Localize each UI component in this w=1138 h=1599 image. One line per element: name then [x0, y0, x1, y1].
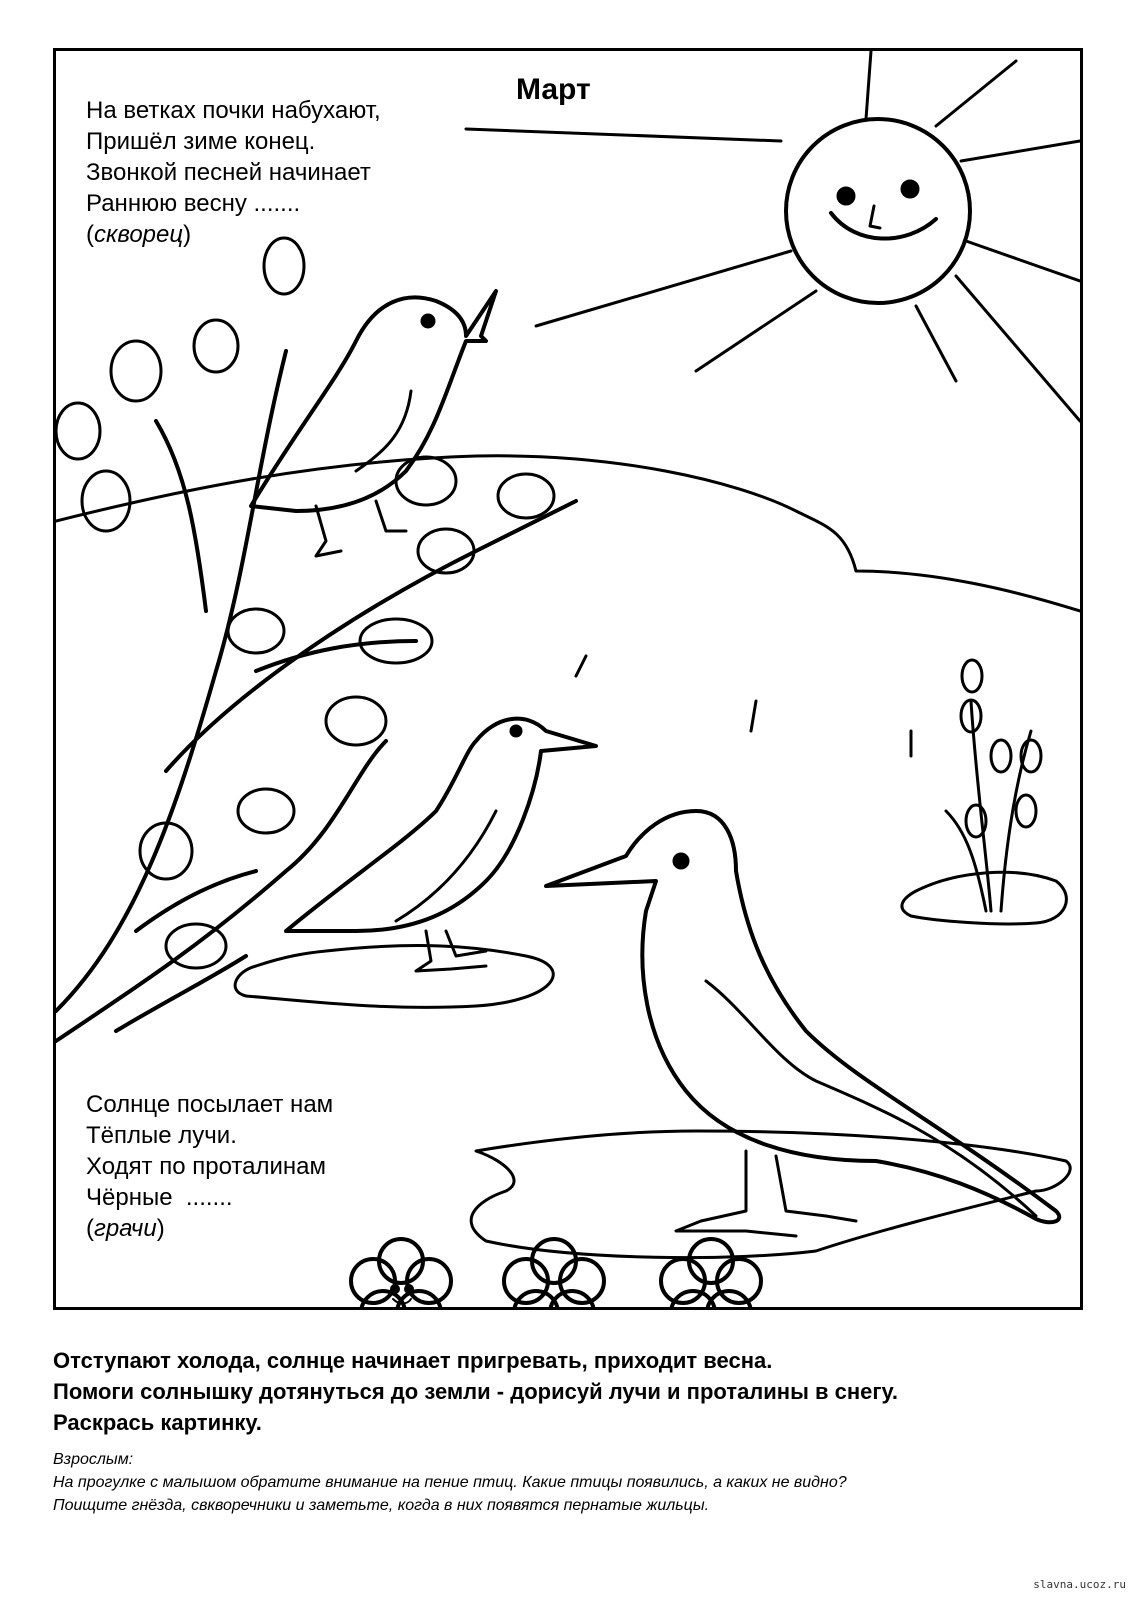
poem-line: На ветках почки набухают,	[86, 97, 381, 124]
task-line: Помоги солнышку дотянуться до земли - дорисуй лучи и проталины в снегу.	[53, 1379, 898, 1404]
adults-heading: Взрослым:	[53, 1451, 134, 1468]
poem-line: Чёрные .......	[86, 1184, 233, 1211]
answer-word: скворец	[94, 221, 184, 248]
paren-close: )	[183, 221, 192, 248]
starling-bird	[251, 291, 496, 556]
answer-word: грачи	[94, 1215, 157, 1242]
poem-top	[86, 95, 381, 250]
adults-line: На прогулке с малышом обратите внимание на пение птиц. Какие птицы появились, а каких не видно?	[53, 1474, 847, 1491]
poem-answer	[86, 219, 381, 250]
poem-line: Пришёл зиме конец.	[86, 128, 316, 155]
watermark: slavna.ucoz.ru	[1033, 1578, 1126, 1591]
poem-line: Тёплые лучи.	[86, 1122, 237, 1149]
paren-open: (	[86, 1215, 94, 1242]
small-rook-bird	[286, 719, 596, 971]
adults-line: Поищите гнёзда, свкворечники и заметьте, когда в них появятся пернатые жильцы.	[53, 1497, 710, 1514]
puddle-left	[235, 946, 553, 1008]
poem-line: Ходят по проталинам	[86, 1153, 326, 1180]
adults-note	[53, 1448, 1113, 1517]
poem-line: Солнце посылает нам	[86, 1091, 334, 1118]
task-line: Отступают холода, солнце начинает пригревать, приходит весна.	[53, 1348, 773, 1373]
snow-hill	[56, 456, 1080, 611]
coloring-frame	[53, 48, 1083, 1310]
big-rook-bird	[546, 811, 1059, 1236]
willow-branch	[56, 238, 576, 1041]
poem-bottom	[86, 1089, 333, 1244]
paren-open: (	[86, 221, 94, 248]
poem-answer	[86, 1213, 333, 1244]
flower-icons	[351, 1239, 761, 1307]
task-instructions	[53, 1345, 1113, 1438]
page-title: Март	[516, 73, 591, 106]
poem-line: Раннюю весну .......	[86, 190, 301, 217]
poem-line: Звонкой песней начинает	[86, 159, 371, 186]
task-line: Раскрась картинку.	[53, 1410, 262, 1435]
paren-close: )	[156, 1215, 165, 1242]
